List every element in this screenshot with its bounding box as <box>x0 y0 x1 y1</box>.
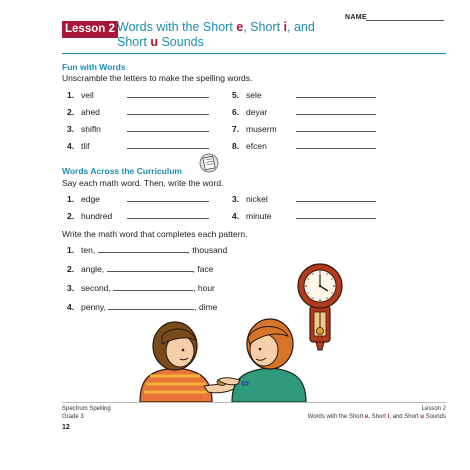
item-number: 6. <box>232 107 240 117</box>
page-title <box>117 20 367 50</box>
item-number: 2. <box>67 264 75 274</box>
item-number: 3. <box>67 124 75 134</box>
answer-blank[interactable] <box>98 245 188 253</box>
math-item-4 <box>232 211 376 221</box>
unscramble-item-3 <box>67 124 209 134</box>
math-word: edge <box>81 194 100 204</box>
unscramble-item-2 <box>67 107 209 117</box>
answer-blank[interactable] <box>296 194 376 202</box>
answer-blank[interactable] <box>107 264 193 272</box>
answer-blank[interactable] <box>113 283 193 291</box>
answer-blank[interactable] <box>127 211 209 219</box>
math-item-1 <box>67 194 209 204</box>
scrambled-word: sele <box>246 90 262 100</box>
math-word: nickel <box>246 194 268 204</box>
answer-blank[interactable] <box>127 141 209 149</box>
title-part: Short <box>117 35 151 49</box>
footer-left <box>62 406 111 421</box>
scrambled-word: veil <box>81 90 94 100</box>
item-number: 4. <box>67 141 75 151</box>
item-number: 3. <box>67 283 75 293</box>
pattern-end: , hour <box>193 283 215 293</box>
title-part: Sounds <box>158 35 204 49</box>
title-letter-e: e <box>236 20 244 34</box>
footer-book-title: Spectrum Spelling <box>62 406 111 412</box>
title-letter-i: i <box>283 20 287 34</box>
pattern-start: angle, <box>81 264 107 274</box>
title-letter-u: u <box>150 35 158 49</box>
footer-title-part: , and Short <box>389 413 421 420</box>
title-rule <box>62 53 446 54</box>
answer-blank[interactable] <box>296 141 376 149</box>
scrambled-word: deyar <box>246 107 268 117</box>
item-number: 1. <box>67 194 75 204</box>
item-number: 4. <box>67 302 75 312</box>
pattern-item-1 <box>67 245 227 255</box>
page-number: 12 <box>62 424 70 431</box>
footer-title-part: Sounds <box>423 413 446 420</box>
scrambled-word: muserm <box>246 124 277 134</box>
footer-lesson-title <box>232 414 446 422</box>
pattern-item-3 <box>67 283 215 293</box>
pattern-start: penny, <box>81 302 109 312</box>
title-part: , Short <box>243 20 284 34</box>
unscramble-item-1 <box>67 90 209 100</box>
unscramble-item-7 <box>232 124 376 134</box>
section-heading-fun-with-words: Fun with Words <box>62 62 126 72</box>
footer-right <box>232 406 446 421</box>
item-number: 3. <box>232 194 240 204</box>
answer-blank[interactable] <box>127 194 209 202</box>
math-item-2 <box>67 211 209 221</box>
name-line[interactable] <box>366 20 444 21</box>
scrambled-word: efcen <box>246 141 267 151</box>
pattern-instruction: Write the math word that completes each pattern. <box>62 229 248 239</box>
item-number: 1. <box>67 90 75 100</box>
pattern-end: , thousand <box>187 245 228 255</box>
item-number: 2. <box>67 211 75 221</box>
footer-letter-e: e <box>364 413 369 420</box>
pattern-start: second, <box>81 283 114 293</box>
section-heading-curriculum: Words Across the Curriculum <box>62 166 182 176</box>
footer-lesson: Lesson 2 <box>421 406 446 412</box>
answer-blank[interactable] <box>296 90 376 98</box>
footer-letter-u: u <box>420 413 424 420</box>
scrambled-word: shifln <box>81 124 101 134</box>
answer-blank[interactable] <box>127 107 209 115</box>
scrambled-word: ahed <box>81 107 100 117</box>
unscramble-instruction: Unscramble the letters to make the spelling words. <box>62 73 253 83</box>
item-number: 4. <box>232 211 240 221</box>
answer-blank[interactable] <box>127 90 209 98</box>
math-word: minute <box>246 211 272 221</box>
pattern-start: ten, <box>81 245 98 255</box>
footer-rule <box>62 402 446 403</box>
item-number: 2. <box>67 107 75 117</box>
math-word: hundred <box>81 211 113 221</box>
footer-grade: Grade 3 <box>62 413 84 420</box>
notepad-icon <box>198 153 220 178</box>
item-number: 7. <box>232 124 240 134</box>
item-number: 1. <box>67 245 75 255</box>
item-number: 8. <box>232 141 240 151</box>
math-word-instruction: Say each math word. Then, write the word. <box>62 178 224 188</box>
footer-title-part: Words with the Short <box>307 413 365 420</box>
name-label: NAME <box>345 14 367 21</box>
math-item-3 <box>232 194 376 204</box>
children-exchanging-coin-illustration <box>120 318 380 407</box>
answer-blank[interactable] <box>127 124 209 132</box>
item-number: 5. <box>232 90 240 100</box>
title-part: Words with the Short <box>117 20 237 34</box>
pattern-item-2 <box>67 264 213 274</box>
pattern-item-4 <box>67 302 217 312</box>
answer-blank[interactable] <box>108 302 194 310</box>
footer-letter-i: i <box>387 413 390 420</box>
pattern-end: , face <box>192 264 214 274</box>
footer-title-part: , Short <box>368 413 388 420</box>
pattern-end: , dime <box>194 302 218 312</box>
answer-blank[interactable] <box>296 107 376 115</box>
unscramble-item-5 <box>232 90 376 100</box>
answer-blank[interactable] <box>296 211 376 219</box>
answer-blank[interactable] <box>296 124 376 132</box>
lesson-badge: Lesson 2 <box>62 21 118 38</box>
unscramble-item-4 <box>67 141 209 151</box>
scrambled-word: tlif <box>81 141 90 151</box>
unscramble-item-8 <box>232 141 376 151</box>
unscramble-item-6 <box>232 107 376 117</box>
title-part: , and <box>287 20 315 34</box>
